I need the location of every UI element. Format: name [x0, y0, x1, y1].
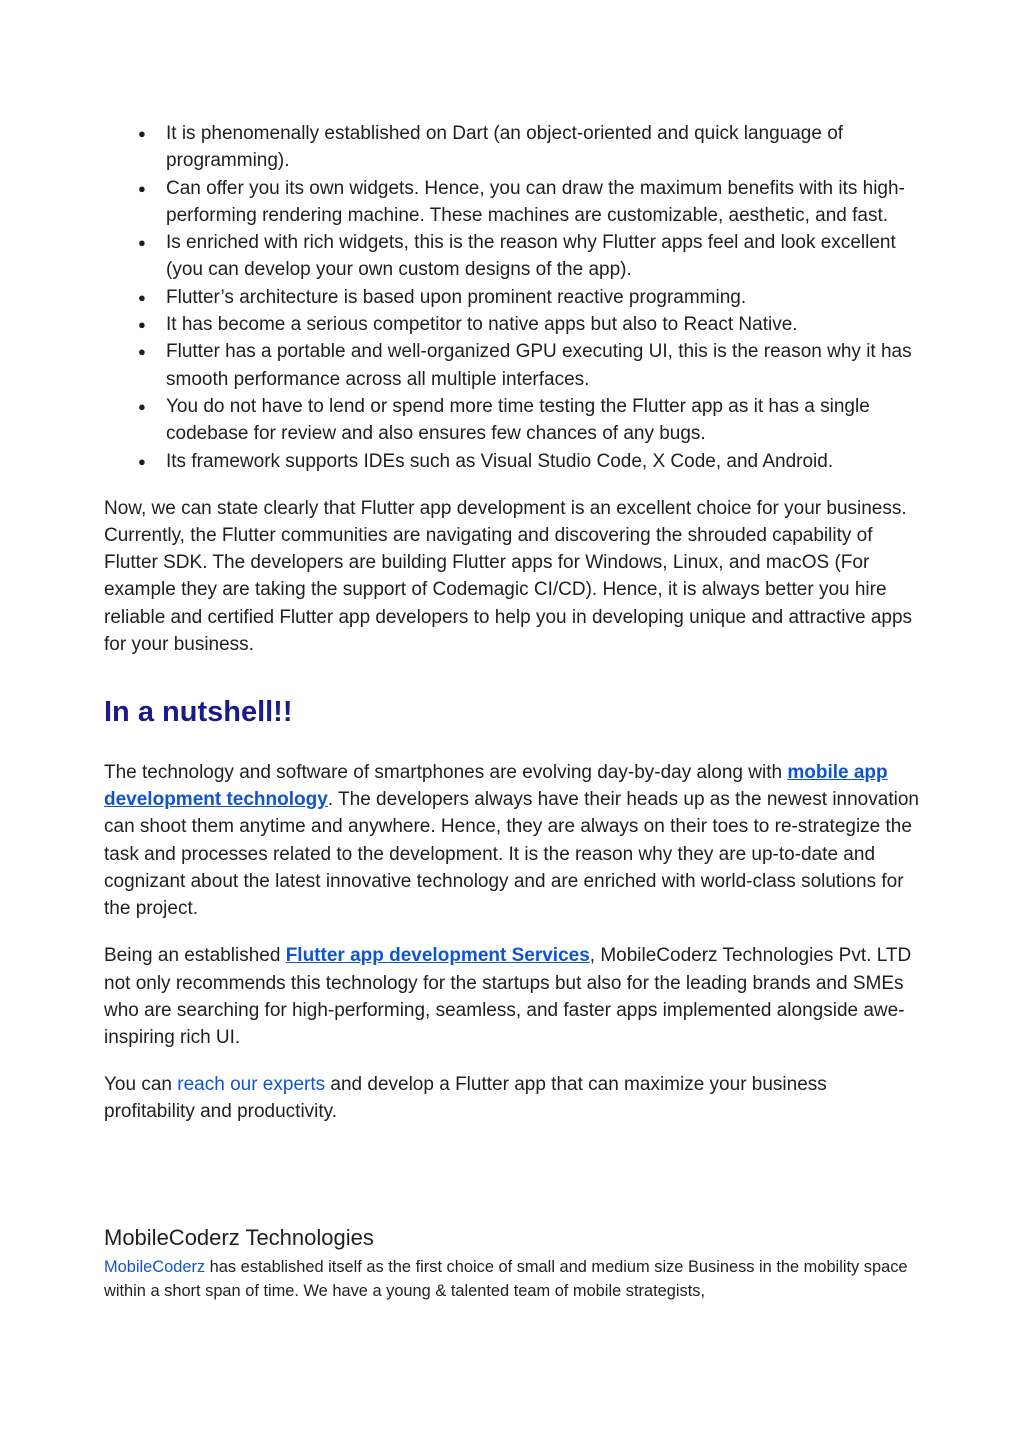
paragraph-flutter-choice: Now, we can state clearly that Flutter app development is an excellent choice for your business. Currently, the Flutter communities are navigating and discovering the shrouded capability of Flutter SDK. The developers are building Flutter apps for Windows, Linux, and macOS (For example they are taking the support of Codemagic CI/CD). Hence, it is always better you hire reliable and certified Flutter app developers to help you in developing unique and attractive apps for your business.	[104, 497, 913, 655]
section-heading: In a nutshell!!	[104, 696, 293, 729]
list-item: ● Flutter’s architecture is based upon prominent reactive programming.	[104, 284, 920, 311]
list-item: ● It is phenomenally established on Dart (an object-oriented and quick language of programming).	[104, 120, 920, 175]
company-title: MobileCoderz Technologies	[104, 1224, 374, 1250]
reach-experts-link[interactable]: reach our experts	[177, 1074, 326, 1096]
list-item: ● You do not have to lend or spend more time testing the Flutter app as it has a single codebase for review and also ensures few chances of any bugs.	[104, 393, 920, 448]
list-item: ● It has become a serious competitor to native apps but also to React Native.	[104, 311, 920, 338]
paragraph-text: . The developers always have their heads up as the newest innovation can shoot them anytime and anywhere. Hence, they are always on their toes to re-strategize the task and processes related to the development. It is the reason why they are up-to-date and cognizant about the latest innovative technology and are enriched with world-class solutions for the project.	[104, 789, 919, 920]
paragraph-text: The technology and software of smartphones are evolving day-by-day along with	[104, 762, 788, 784]
paragraph-text: , MobileCoderz Technologies Pvt. LTD not only recommends this technology for the startups but also for the leading brands and SMEs who are searching for high-performing, seamless, and faster apps implemented alongside awe-inspiring rich UI.	[104, 945, 912, 1048]
paragraph-services	[104, 942, 920, 1051]
paragraph-reach-experts	[104, 1071, 920, 1125]
company-description-text: has established itself as the first choice of small and medium size Business in the mobility space within a short span of time. We have a young & talented team of mobile strategists,	[104, 1257, 908, 1300]
paragraph-text: and develop a Flutter app that can maximize your business profitability and productivity.	[104, 1074, 827, 1123]
paragraph-technology	[104, 759, 920, 922]
mobile-app-development-link[interactable]: mobile app development technology	[104, 762, 888, 811]
paragraph-text: Being an established	[104, 945, 286, 967]
flutter-services-link[interactable]: Flutter app development Services	[285, 945, 590, 967]
list-item: ● Its framework supports IDEs such as Visual Studio Code, X Code, and Android.	[104, 448, 920, 475]
mobilecoderz-link[interactable]: MobileCoderz	[104, 1257, 206, 1276]
document-page	[104, 120, 920, 1303]
paragraph-text: You can	[104, 1074, 178, 1096]
list-item: ● Is enriched with rich widgets, this is the reason why Flutter apps feel and look excellent (you can develop your own custom designs of the app).	[104, 229, 920, 284]
company-description	[104, 1255, 920, 1303]
list-item: ● Can offer you its own widgets. Hence, you can draw the maximum benefits with its high-performing rendering machine. These machines are customizable, aesthetic, and fast.	[104, 175, 920, 230]
feature-list	[104, 120, 920, 475]
list-item: ● Flutter has a portable and well-organized GPU executing UI, this is the reason why it has smooth performance across all multiple interfaces.	[104, 338, 920, 393]
